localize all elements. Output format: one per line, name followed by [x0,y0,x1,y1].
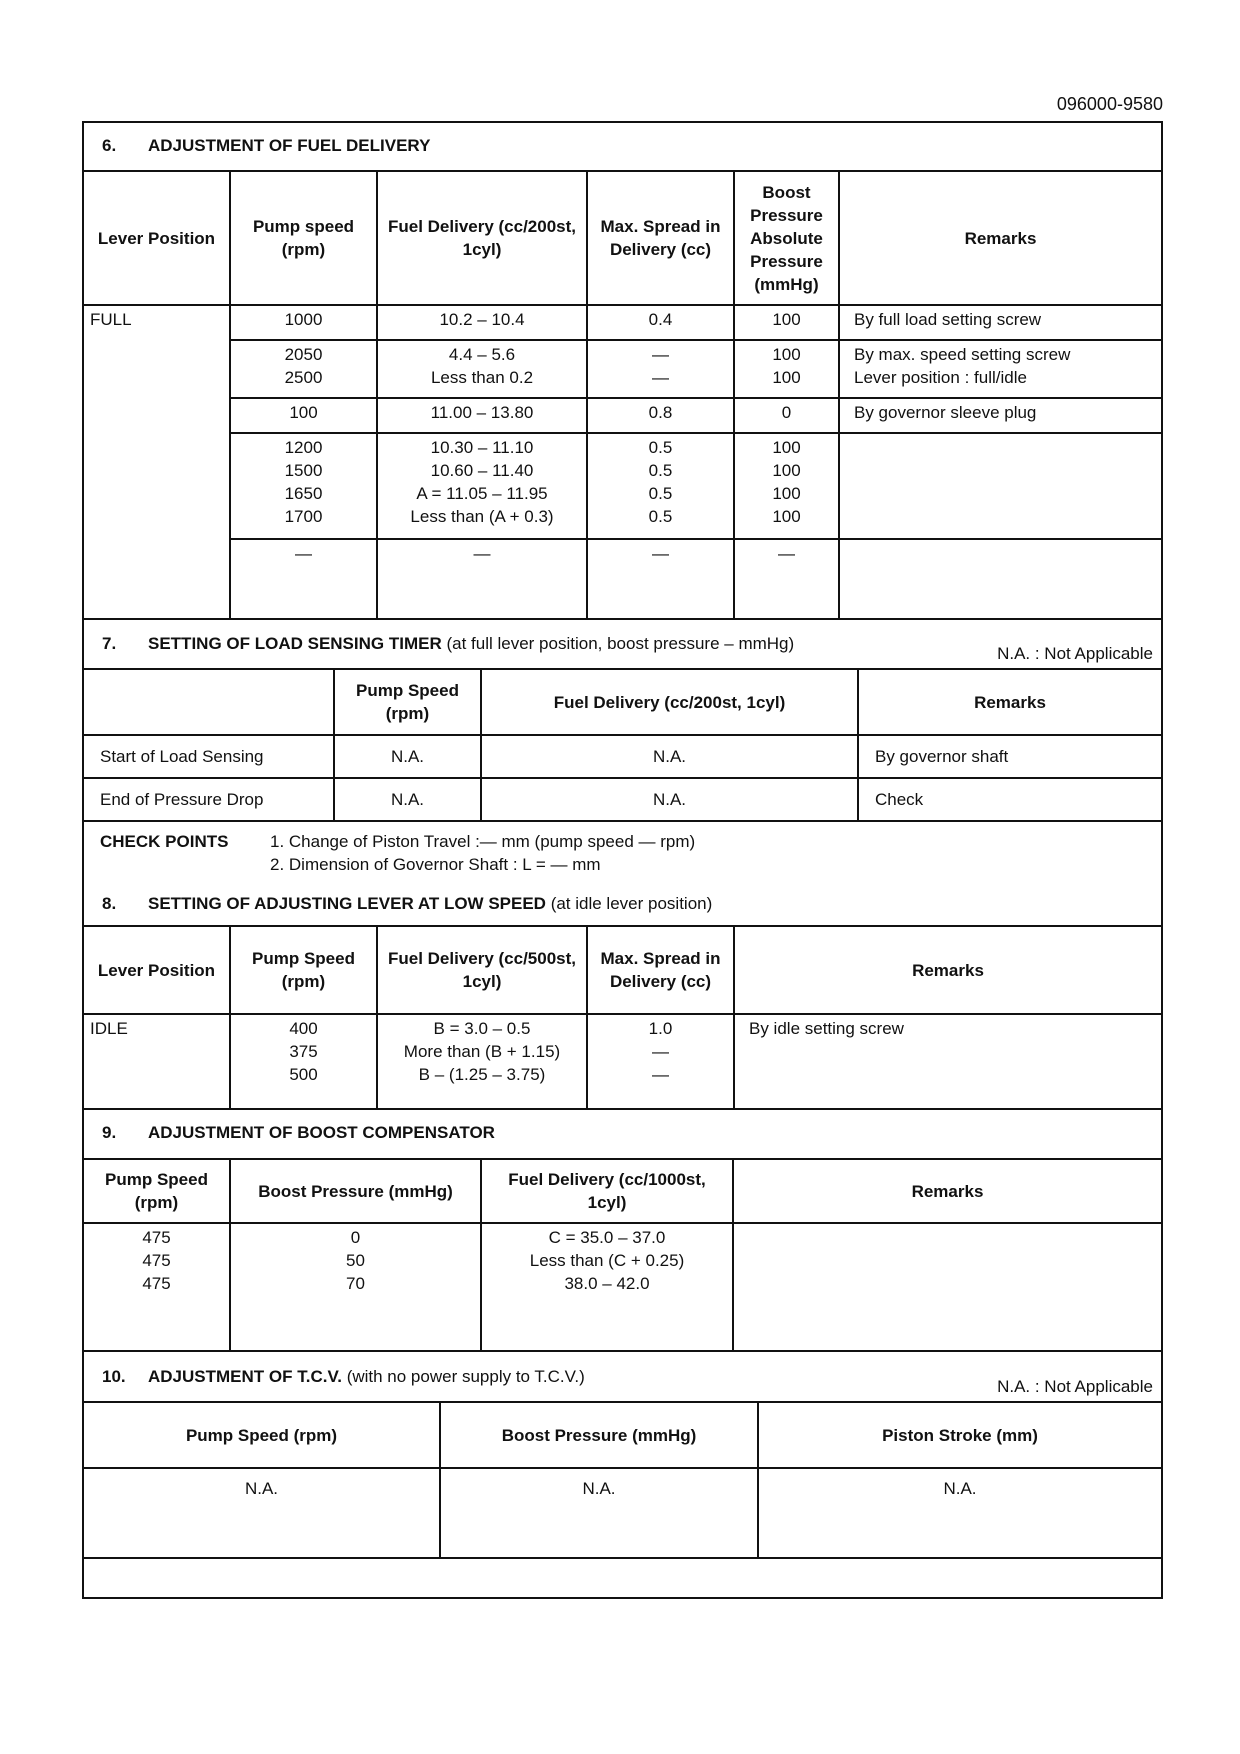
section-number: 6. [102,136,117,155]
spread-value: 0.5 [648,461,673,480]
header-blank [83,669,334,735]
delivery-value: Less than (A + 0.3) [410,507,554,526]
header-boost-pressure: Boost Pressure (mmHg) [440,1402,758,1468]
check-point-item: 2. Dimension of Governor Shaft : L = — mm [270,855,601,874]
remarks-value: Check [858,778,1162,821]
delivery-value: Less than (C + 0.25) [529,1251,685,1270]
delivery-value: — [473,544,491,563]
spread-value: — [652,544,669,563]
remarks-value: By idle setting screw [734,1014,1162,1109]
not-applicable-note: N.A. : Not Applicable [997,644,1153,663]
table-row [83,1014,1162,1109]
section-number: 9. [102,1123,117,1142]
boost-value: N.A. [440,1468,758,1558]
lever-position-value: FULL [90,310,132,329]
header-fuel-delivery: Fuel Delivery (cc/200st, 1cyl) [377,171,587,305]
boost-value: 100 [772,310,801,329]
boost-value: 100 [772,345,801,364]
boost-value: 100 [772,438,801,457]
speed-value: 2050 [284,345,323,364]
header-boost-pressure: Boost Pressure (mmHg) [230,1159,481,1223]
table-row [83,433,1162,539]
header-remarks: Remarks [839,171,1162,305]
check-points-label: CHECK POINTS [100,832,229,851]
speed-value: 1650 [284,484,323,503]
spread-value: 0.5 [648,484,673,503]
header-max-spread: Max. Spread in Delivery (cc) [587,171,734,305]
header-lever-position: Lever Position [83,926,230,1014]
speed-value: 1200 [284,438,323,457]
table-header-row [83,669,1162,735]
section-title: SETTING OF ADJUSTING LEVER AT LOW SPEED [148,894,546,913]
table-header-row [83,171,1162,305]
delivery-value: 38.0 – 42.0 [564,1274,650,1293]
header-pump-speed: Pump Speed (rpm) [334,669,481,735]
boost-value: 100 [772,507,801,526]
delivery-value: C = 35.0 – 37.0 [548,1228,666,1247]
section-number: 10. [102,1367,126,1386]
header-max-spread: Max. Spread in Delivery (cc) [587,926,734,1014]
section-9-heading [82,1123,1163,1143]
section-8-heading [82,894,1163,914]
lever-position-value: IDLE [90,1019,128,1038]
spread-value: 1.0 [648,1019,673,1038]
speed-value: 500 [289,1065,318,1084]
section-7-heading [82,634,1163,664]
boost-value: 70 [346,1274,365,1293]
spread-value: 0.5 [648,438,673,457]
section-title: ADJUSTMENT OF BOOST COMPENSATOR [148,1123,495,1142]
table-row [83,340,1162,398]
remarks-value: By governor shaft [858,735,1162,778]
speed-value: N.A. [334,778,481,821]
table-row [83,539,1162,619]
check-point-item: 1. Change of Piston Travel :— mm (pump speed — rpm) [270,832,696,851]
speed-value: N.A. [334,735,481,778]
header-lever-position: Lever Position [83,171,230,305]
document-number: 096000-9580 [1056,94,1163,114]
table-header-row [83,1159,1162,1223]
section-number: 8. [102,894,117,913]
speed-value: 2500 [284,368,323,387]
header-fuel-delivery: Fuel Delivery (cc/500st, 1cyl) [377,926,587,1014]
remarks-value: By max. speed setting screw [854,345,1071,364]
delivery-value: Less than 0.2 [430,368,534,387]
header-pump-speed: Pump Speed (rpm) [230,926,377,1014]
header-fuel-delivery: Fuel Delivery (cc/200st, 1cyl) [481,669,858,735]
spread-value: 0.5 [648,507,673,526]
speed-value: 475 [142,1274,171,1293]
delivery-value: B – (1.25 – 3.75) [418,1065,546,1084]
speed-value: 475 [142,1251,171,1270]
remarks-empty [733,1223,1162,1351]
table-header-row [83,1402,1162,1468]
boost-value: — [778,544,795,563]
spread-value: — [652,1065,669,1084]
stroke-value: N.A. [758,1468,1162,1558]
remarks-value: Lever position : full/idle [854,368,1027,387]
check-points [100,830,695,876]
header-remarks: Remarks [858,669,1162,735]
boost-value: 0 [781,403,792,422]
tcv-adjustment-table [82,1401,1163,1559]
table-row [83,735,1162,778]
section-note: (at idle lever position) [550,894,713,913]
spread-value: 0.4 [648,310,673,329]
remarks-value: By governor sleeve plug [854,403,1037,422]
delivery-value: B = 3.0 – 0.5 [433,1019,531,1038]
section-note: (with no power supply to T.C.V.) [346,1367,585,1386]
not-applicable-note: N.A. : Not Applicable [997,1377,1153,1396]
boost-value: 100 [772,484,801,503]
boost-value: 100 [772,368,801,387]
section-10-heading [82,1367,1163,1397]
speed-value: 100 [289,403,318,422]
boost-value: 100 [772,461,801,480]
spread-value: 0.8 [648,403,673,422]
table-row [83,305,1162,340]
speed-value: 400 [289,1019,318,1038]
section-number: 7. [102,634,117,653]
row-label: End of Pressure Drop [83,778,334,821]
fuel-delivery-table [82,170,1163,620]
delivery-value: 10.60 – 11.40 [430,461,534,480]
table-row [83,1468,1162,1558]
remarks-empty [839,433,1162,539]
table-row [83,398,1162,433]
header-remarks: Remarks [734,926,1162,1014]
speed-value: 1500 [284,461,323,480]
boost-value: 0 [350,1228,361,1247]
speed-value: 1000 [284,310,323,329]
delivery-value: More than (B + 1.15) [403,1042,561,1061]
header-pump-speed: Pump Speed (rpm) [83,1159,230,1223]
section-title: SETTING OF LOAD SENSING TIMER [148,634,442,653]
delivery-value: A = 11.05 – 11.95 [416,484,548,503]
header-fuel-delivery: Fuel Delivery (cc/1000st, 1cyl) [481,1159,733,1223]
lever-position-cell [83,305,230,619]
remarks-empty [839,539,1162,619]
boost-compensator-table [82,1158,1163,1352]
spread-value: — [652,1042,669,1061]
table-row [83,1223,1162,1351]
delivery-value: N.A. [481,735,858,778]
section-title: ADJUSTMENT OF FUEL DELIVERY [148,136,431,155]
speed-value: 475 [142,1228,171,1247]
header-remarks: Remarks [733,1159,1162,1223]
header-piston-stroke: Piston Stroke (mm) [758,1402,1162,1468]
load-sensing-timer-table [82,668,1163,822]
delivery-value: 4.4 – 5.6 [448,345,516,364]
speed-value: — [295,544,312,563]
section-title: ADJUSTMENT OF T.C.V. [148,1367,342,1386]
remarks-value: By full load setting screw [854,310,1042,329]
delivery-value: 11.00 – 13.80 [430,403,534,422]
delivery-value: 10.2 – 10.4 [439,310,525,329]
header-pump-speed: Pump Speed (rpm) [83,1402,440,1468]
speed-value: N.A. [83,1468,440,1558]
row-label: Start of Load Sensing [83,735,334,778]
delivery-value: 10.30 – 11.10 [430,438,534,457]
spread-value: — [652,368,669,387]
boost-value: 50 [346,1251,365,1270]
header-boost-pressure: Boost Pressure Absolute Pressure (mmHg) [734,171,839,305]
section-note: (at full lever position, boost pressure – mmHg) [446,634,795,653]
section-6-heading [82,136,1163,156]
spread-value: — [652,345,669,364]
header-pump-speed: Pump speed (rpm) [230,171,377,305]
speed-value: 375 [289,1042,318,1061]
table-header-row [83,926,1162,1014]
lever-position-cell [83,1014,230,1109]
speed-value: 1700 [284,507,323,526]
delivery-value: N.A. [481,778,858,821]
table-row [83,778,1162,821]
low-speed-lever-table [82,925,1163,1110]
